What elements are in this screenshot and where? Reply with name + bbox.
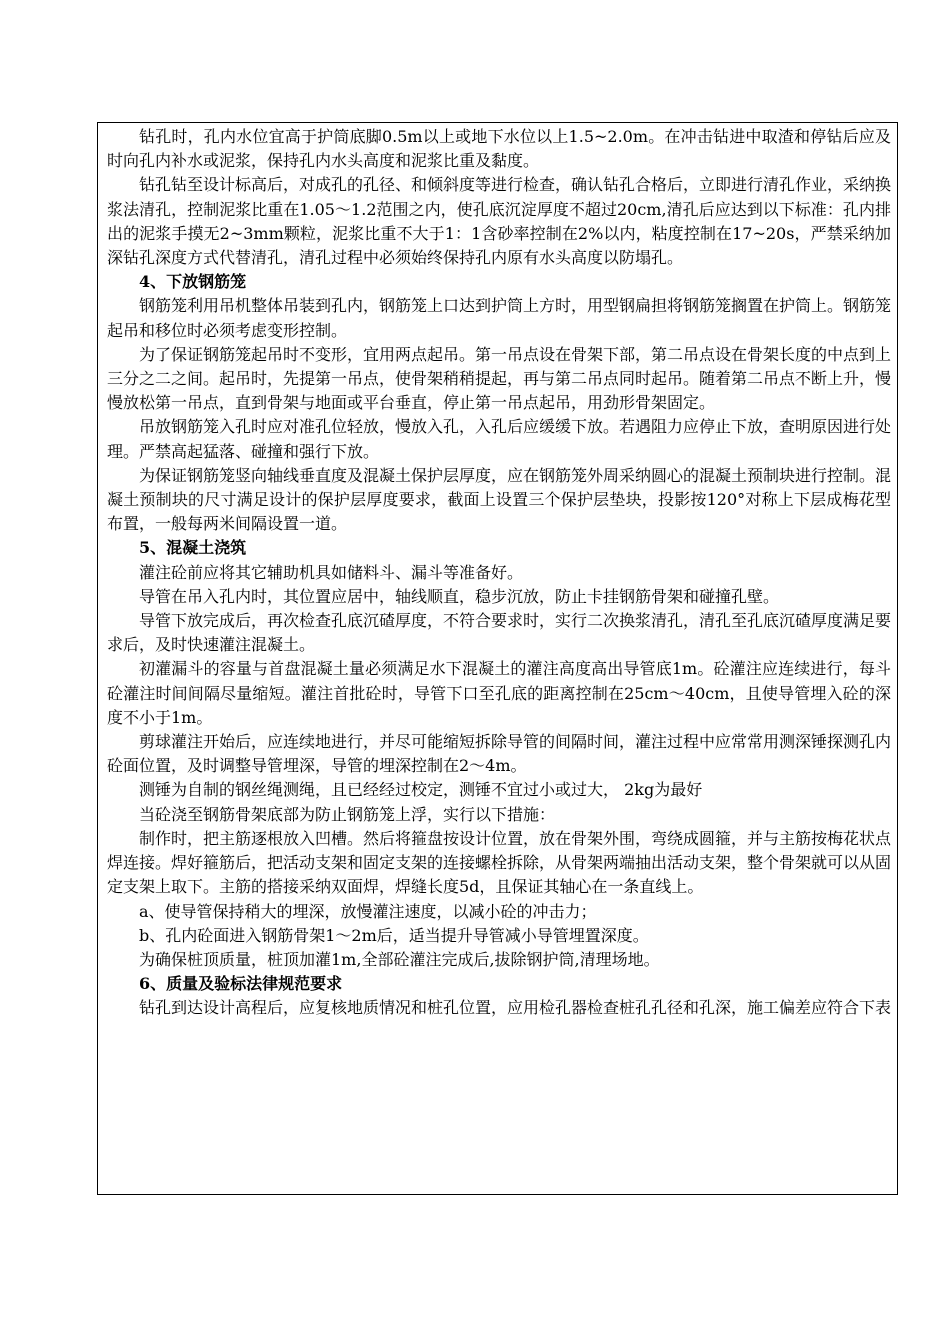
- section-heading-5: 5、混凝土浇筑: [139, 538, 247, 558]
- paragraph-tremie-placement: 导管在吊入孔内时，其位置应居中，轴线顺直，稳步沉放，防止卡挂钢筋骨架和碰撞孔壁。: [139, 586, 780, 606]
- paragraph-drilling-water-level: 钻孔时，孔内水位宜高于护筒底脚0.5m以上或地下水位以上1.5~2.0m。在冲击钻进中取渣和停钻后应及时向孔内补水或泥浆，保持孔内水头高度和泥浆比重及黏度。: [107, 127, 891, 171]
- document-body: [107, 125, 891, 1021]
- paragraph-cage-lowering: 吊放钢筋笼入孔时应对准孔位轻放，慢放入孔，入孔后应缓缓下放。若遇阻力应停止下放，查明原因进行处理。严禁高起猛落、碰撞和强行下放。: [107, 417, 892, 461]
- section-heading-4: 4、下放钢筋笼: [139, 272, 247, 292]
- paragraph-cage-fabrication: 制作时，把主筋逐根放入凹槽。然后将箍盘按设计位置，放在骨架外围，弯绕成圆箍，并与主筋按梅花状点焊连接。焊好箍筋后，把活动支架和固定支架的连接螺栓拆除，从骨架两端抽出活动支架，整个骨架就可以从固定支架上取下。主筋的搭接采纳双面焊，焊缝长度5d，且保证其轴心在一条直线上。: [107, 828, 892, 897]
- paragraph-cage-lifting: 钢筋笼利用吊机整体吊装到孔内，钢筋笼上口达到护筒上方时，用型钢扁担将钢筋笼搁置在护筒上。钢筋笼起吊和移位时必须考虑变形控制。: [107, 296, 892, 340]
- paragraph-measure-a: a、使导管保持稍大的埋深，放慢灌注速度，以减小砼的冲击力；: [139, 901, 597, 921]
- paragraph-two-point-lift: 为了保证钢筋笼起吊时不变形，宜用两点起吊。第一吊点设在骨架下部，第二吊点设在骨架长度的中点到上三分之二之间。起吊时，先提第一吊点，使骨架稍稍提起，再与第二吊点同时起吊。随着第二吊点不断上升，慢慢放松第一吊点，直到骨架与地面或平台垂直，停止第一吊点起吊，用劲形骨架固定。: [107, 344, 892, 413]
- paragraph-continuous-pour: 剪球灌注开始后，应连续地进行，并尽可能缩短拆除导管的间隔时间，灌注过程中应常常用测深锤探测孔内砼面位置，及时调整导管埋深，导管的埋深控制在2～4m。: [107, 732, 892, 776]
- paragraph-uplift-measures: 当砼浇至钢筋骨架底部为防止钢筋笼上浮，实行以下措施：: [139, 804, 556, 824]
- paragraph-pile-top: 为确保桩顶质量，桩顶加灌1m,全部砼灌注完成后,拔除钢护筒,清理场地。: [139, 949, 660, 969]
- paragraph-sediment-check: 导管下放完成后，再次检查孔底沉碴厚度，不符合要求时，实行二次换浆清孔，清孔至孔底沉碴厚度满足要求后，及时快速灌注混凝土。: [107, 611, 892, 655]
- paragraph-equipment-prep: 灌注砼前应将其它辅助机具如储料斗、漏斗等准备好。: [139, 562, 524, 582]
- paragraph-measure-b: b、孔内砼面进入钢筋骨架1～2m后，适当提升导管减小导管埋置深度。: [139, 925, 649, 945]
- paragraph-initial-pour: 初灌漏斗的容量与首盘混凝土量必须满足水下混凝土的灌注高度高出导管底1m。砼灌注应连续进行，每斗砼灌注时间间隔尽量缩短。灌注首批砼时，导管下口至孔底的距离控制在25cm～40cm，且使导管埋入砼的深度不小于1m。: [107, 659, 891, 727]
- paragraph-cover-blocks: 为保证钢筋笼竖向轴线垂直度及混凝土保护层厚度，应在钢筋笼外周采纳圆心的混凝土预制块进行控制。混凝土预制块的尺寸满足设计的保护层厚度要求，截面上设置三个保护层垫块，投影按120°对称上下层成梅花型布置，一般每两米间隔设置一道。: [107, 465, 892, 534]
- paragraph-inspection: 钻孔到达设计高程后，应复核地质情况和桩孔位置，应用检孔器检查桩孔孔径和孔深，施工偏差应符合下表: [139, 998, 892, 1018]
- paragraph-sounding-weight: 测锤为自制的钢丝绳测绳，且已经经过校定，测锤不宜过小或过大， 2kg为最好: [139, 780, 703, 800]
- paragraph-hole-cleaning: 钻孔钻至设计标高后，对成孔的孔径、和倾斜度等进行检查，确认钻孔合格后，立即进行清孔作业，采纳换浆法清孔，控制泥浆比重在1.05～1.2范围之内，使孔底沉淀厚度不超过20cm,清孔后应达到以下标准：孔内排出的泥浆手摸无2~3mm颗粒，泥浆比重不大于1：1含砂率控制在2%以内，粘度控制在17~20s，严禁采纳加深钻孔深度方式代替清孔，清孔过程中必须始终保持孔内原有水头高度以防塌孔。: [107, 175, 892, 268]
- section-heading-6: 6、质量及验标法律规范要求: [139, 974, 343, 994]
